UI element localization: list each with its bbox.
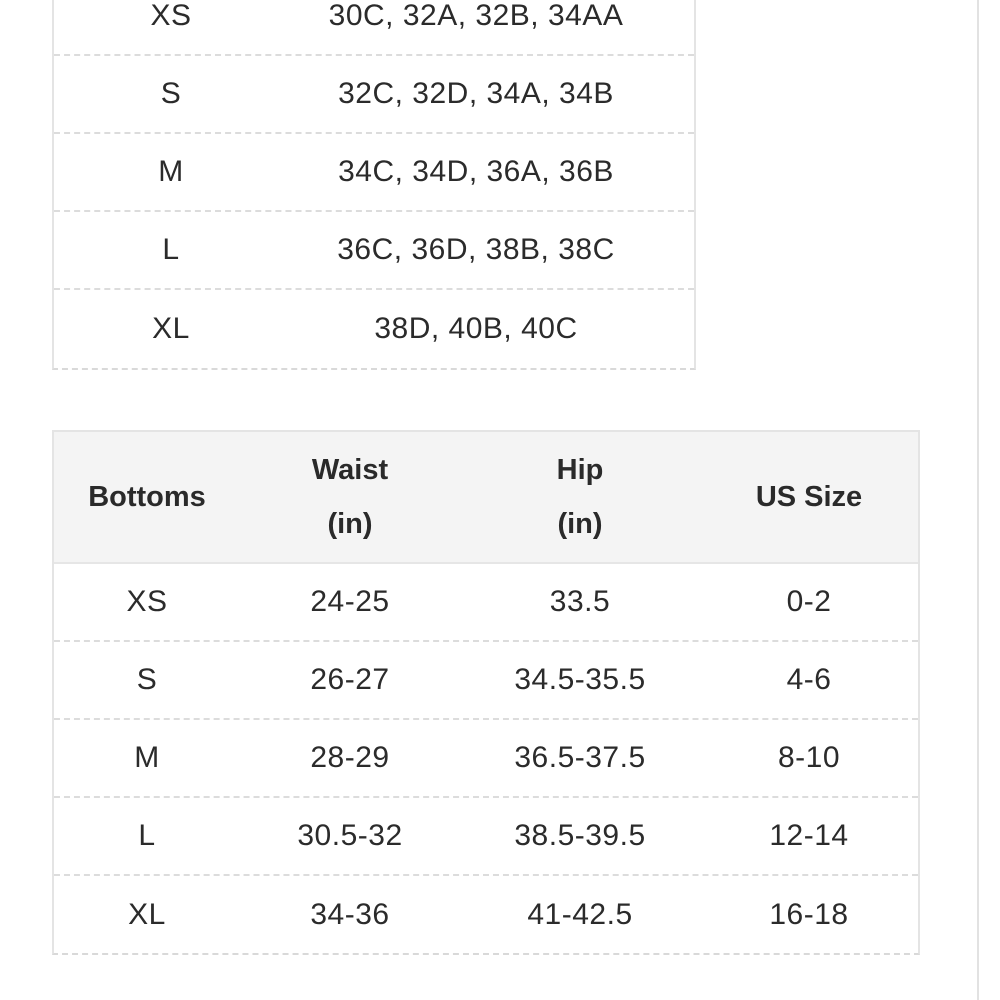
bra-size-cell: 34C, 34D, 36A, 36B xyxy=(338,155,614,188)
waist-cell: 28-29 xyxy=(310,741,390,774)
size-cell: S xyxy=(136,663,158,696)
table-row xyxy=(54,798,918,876)
table-row xyxy=(54,642,918,720)
table-header xyxy=(54,432,918,564)
bra-size-cell: 36C, 36D, 38B, 38C xyxy=(337,233,615,266)
size-cell: L xyxy=(162,233,180,266)
us-size-cell: 8-10 xyxy=(777,741,841,774)
size-cell: XS xyxy=(150,0,192,32)
us-size-cell: 12-14 xyxy=(769,819,849,852)
hip-cell: 36.5-37.5 xyxy=(514,741,646,774)
hip-cell: 33.5 xyxy=(549,585,611,618)
table-row xyxy=(54,56,694,134)
size-cell: XL xyxy=(128,897,166,931)
table-row xyxy=(54,0,694,56)
header-label: Bottoms xyxy=(88,481,206,513)
table-row xyxy=(54,134,694,212)
header-unit: (in) xyxy=(327,508,373,540)
table-row xyxy=(54,876,918,953)
header-hip xyxy=(460,443,700,551)
waist-cell: 34-36 xyxy=(310,897,390,931)
scrollbar-track[interactable] xyxy=(977,0,979,1000)
size-cell: M xyxy=(134,741,160,774)
us-size-cell: 0-2 xyxy=(786,585,832,618)
waist-cell: 24-25 xyxy=(310,585,390,618)
bra-size-cell: 32C, 32D, 34A, 34B xyxy=(338,77,614,110)
table-row xyxy=(54,720,918,798)
us-size-cell: 4-6 xyxy=(786,663,832,696)
bottoms-size-table xyxy=(52,430,920,955)
header-label: Waist xyxy=(311,454,389,486)
table-row xyxy=(54,564,918,642)
us-size-cell: 16-18 xyxy=(769,897,849,931)
header-label: US Size xyxy=(755,481,863,513)
table-row xyxy=(54,290,694,368)
size-cell: XS xyxy=(126,585,168,618)
header-waist xyxy=(240,443,460,551)
header-bottoms xyxy=(54,470,240,524)
size-cell: S xyxy=(160,77,182,110)
bra-size-cell: 30C, 32A, 32B, 34AA xyxy=(328,0,624,32)
header-label: Hip xyxy=(556,454,604,486)
size-cell: L xyxy=(138,819,156,852)
tops-size-table xyxy=(52,0,696,370)
bra-size-cell: 38D, 40B, 40C xyxy=(374,312,578,345)
table-row xyxy=(54,212,694,290)
size-cell: M xyxy=(158,155,184,188)
hip-cell: 34.5-35.5 xyxy=(514,663,646,696)
waist-cell: 30.5-32 xyxy=(297,819,403,852)
header-us-size xyxy=(700,470,918,524)
hip-cell: 38.5-39.5 xyxy=(514,819,646,852)
size-cell: XL xyxy=(152,312,190,345)
waist-cell: 26-27 xyxy=(310,663,390,696)
hip-cell: 41-42.5 xyxy=(527,897,633,931)
header-unit: (in) xyxy=(557,508,603,540)
